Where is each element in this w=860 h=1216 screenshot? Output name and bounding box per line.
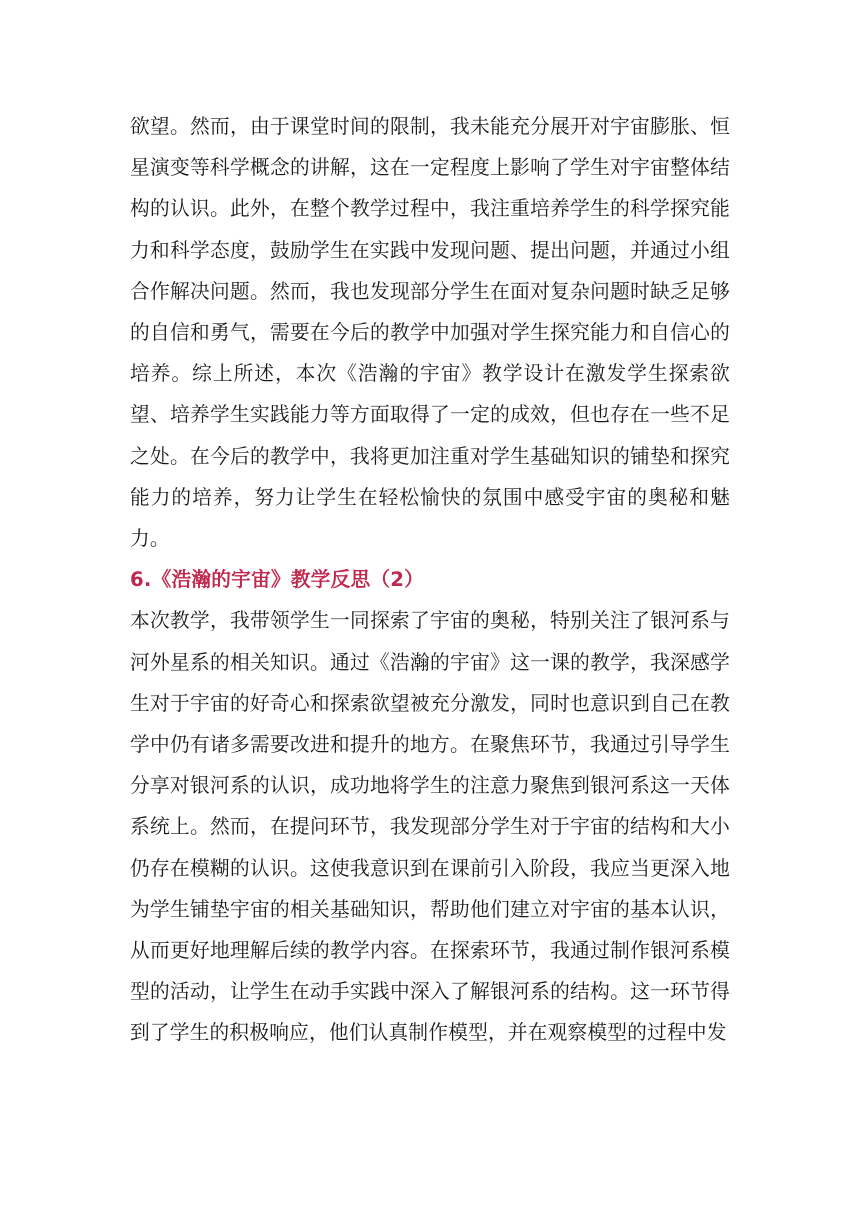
document-page xyxy=(130,106,730,1054)
section-heading: 6.《浩瀚的宇宙》教学反思（2） xyxy=(130,568,425,592)
body-paragraph-2: 本次教学，我带领学生一同探索了宇宙的奥秘，特别关注了银河系与河外星系的相关知识。通过《浩瀚的宇宙》这一课的教学，我深感学生对于宇宙的好奇心和探索欲望被充分激发，同时也意识到自己在教学中仍有诸多需要改进和提升的地方。在聚焦环节，我通过引导学生分享对银河系的认识，成功地将学生的注意力聚焦到银河系这一天体系统上。然而，在提问环节，我发现部分学生对于宇宙的结构和大小仍存在模糊的认识。这使我意识到在课前引入阶段，我应当更深入地为学生铺垫宇宙的相关基础知识，帮助他们建立对宇宙的基本认识，从而更好地理解后续的教学内容。在探索环节，我通过制作银河系模型的活动，让学生在动手实践中深入了解银河系的结构。这一环节得到了学生的积极响应，他们认真制作模型，并在观察模型的过程中发 xyxy=(130,609,730,1045)
body-paragraph-1: 欲望。然而，由于课堂时间的限制，我未能充分展开对宇宙膨胀、恒星演变等科学概念的讲解，这在一定程度上影响了学生对宇宙整体结构的认识。此外，在整个教学过程中，我注重培养学生的科学探究能力和科学态度，鼓励学生在实践中发现问题、提出问题，并通过小组合作解决问题。然而，我也发现部分学生在面对复杂问题时缺乏足够的自信和勇气，需要在今后的教学中加强对学生探究能力和自信心的培养。综上所述，本次《浩瀚的宇宙》教学设计在激发学生探索欲望、培养学生实践能力等方面取得了一定的成效，但也存在一些不足之处。在今后的教学中，我将更加注重对学生基础知识的铺垫和探究能力的培养，努力让学生在轻松愉快的氛围中感受宇宙的奥秘和魅力。 xyxy=(130,115,730,551)
